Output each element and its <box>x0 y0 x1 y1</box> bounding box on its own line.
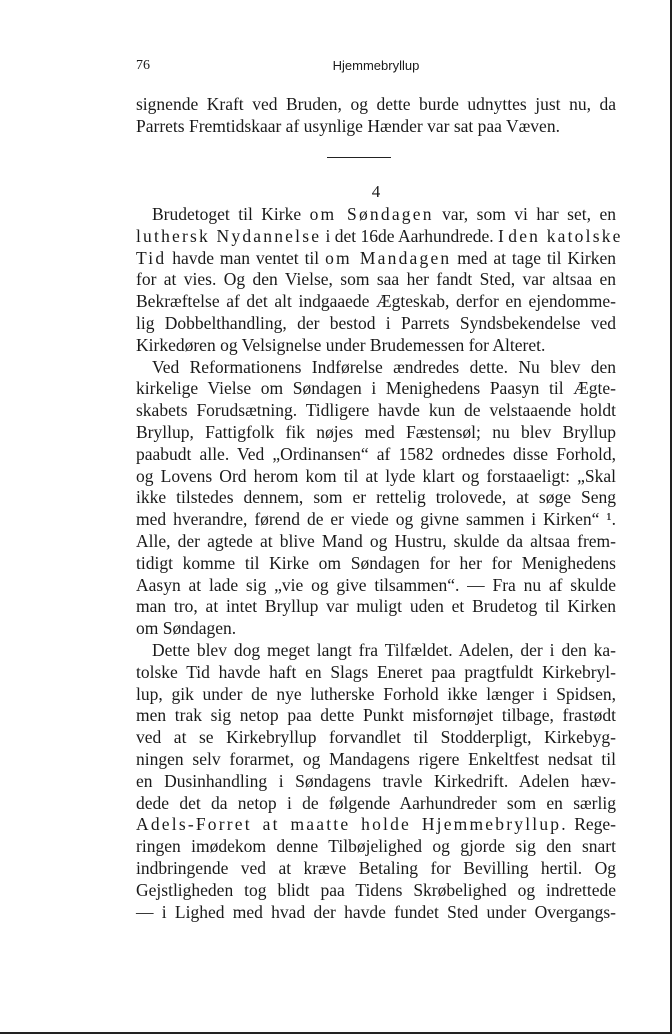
text-line: og Lovens Ord herom kom til at lyde klart og forstaaeligt: „Skal <box>136 465 616 486</box>
emphasis-spaced: den katolske <box>508 225 623 246</box>
text-line: lig Dobbelthandling, der bestod i Parrets Syndsbekendelse ved <box>136 312 616 333</box>
text-line: man tro, at intet Bryllup var muligt uden et Brudetog til Kirken <box>136 596 616 617</box>
text-line: skabets Forudsætning. Tidligere havde kun de velstaaende holdt <box>136 400 616 421</box>
emphasis-spaced: luthersk Nydannelse <box>136 225 322 246</box>
text-line: Bekræftelse af det alt indgaaede Ægteskab, derfor en ejendomme- <box>136 291 616 312</box>
text-line: Bryllup, Fattigfolk fik nøjes med Fæstensøl; nu blev Bryllup <box>136 421 616 442</box>
text-line: Ved Reformationens Indførelse ændredes dette. Nu blev den <box>152 356 616 377</box>
text-line: kirkelige Vielse om Søndagen i Menighedens Paasyn til Ægte- <box>136 378 616 399</box>
text-line: tidigt komme til Kirke om Søndagen for her for Menighedens <box>136 552 616 573</box>
emphasis-spaced: Adels-Forret <box>136 814 252 835</box>
section-body <box>136 204 623 923</box>
text-line: lup, gik under de nye lutherske Forhold ikke længer i Spidsen, <box>136 683 616 704</box>
text-line: luthersk Nydannelse i det 16de Aarhundrede. I den katolske <box>136 225 623 246</box>
text-line: paabudt alle. Ved „Ordinansen“ af 1582 ordnedes disse Forhold, <box>136 443 616 464</box>
text-line: Aasyn at lade sig „vie og give tilsammen“. — Fra nu af skulde <box>136 574 616 595</box>
emphasis-spaced: maatte holde Hjemmebryllup <box>290 814 562 835</box>
text-line: Alle, der agtede at blive Mand og Hustru, skulde da altsaa frem- <box>136 530 616 551</box>
text-line: dede det da netop i de følgende Aarhundreder som en særlig <box>136 792 616 813</box>
continuation-paragraph <box>136 94 616 138</box>
page-number: 76 <box>136 58 150 73</box>
text-line: ikke tilstedes dennem, som er rettelig trolovede, at søge Seng <box>136 487 616 508</box>
text-line: tolske Tid havde haft en Slags Eneret paa pragtfuldt Kirkebryl- <box>136 661 616 682</box>
text-line: en Dusinhandling i Søndagens travle Kirkedrift. Adelen hæv- <box>136 770 616 791</box>
emphasis-spaced: om Mandagen <box>325 247 452 268</box>
text-line: Adels-Forret at maatte holde Hjemmebryllup. Rege- <box>136 814 617 835</box>
text-line: Kirkedøren og Velsignelse under Brudemessen for Alteret. <box>136 334 546 355</box>
text-line: ringen imødekom denne Tilbøjelighed og gjorde sig den snart <box>136 836 616 857</box>
text-line: med hverandre, førend de er viede og givne sammen i Kirken“ ¹. <box>136 509 616 530</box>
text-line: Dette blev dog meget langt fra Tilfældet. Adelen, der i den ka- <box>152 639 616 660</box>
section-number: 4 <box>371 182 381 201</box>
text-line: om Søndagen. <box>136 618 237 639</box>
text-line: ved at se Kirkebryllup forvandlet til Stodderpligt, Kirkebyg- <box>136 727 616 748</box>
text-line: men trak sig netop paa dette Punkt misfornøjet tilbage, frastødt <box>136 705 616 726</box>
text-line: indbringende ved at kræve Betaling for Bevilling hertil. Og <box>136 857 616 878</box>
page-header <box>136 58 616 80</box>
emphasis-spaced: om Søndagen <box>309 204 434 224</box>
running-title: Hjemmebryllup <box>332 58 420 73</box>
text-line: for at vies. Og den Vielse, som saa her fandt Sted, var altsaa en <box>136 269 616 290</box>
text-line: Tid havde man ventet til om Mandagen med at tage til Kirken <box>136 247 616 268</box>
text-line: ningen selv forarmet, og Mandagens rigere Enkeltfest nedsat til <box>136 748 616 769</box>
text-line: Brudetoget til Kirke om Søndagen var, som vi har set, en <box>152 204 616 224</box>
text-line: signende Kraft ved Bruden, og dette burde udnyttes just nu, da <box>136 94 616 114</box>
text-line: Parrets Fremtidskaar af usynlige Hænder var sat paa Væven. <box>136 115 560 136</box>
section-divider <box>327 157 391 158</box>
emphasis-spaced: Tid <box>136 247 167 268</box>
text-line: Gejstligheden tog blidt paa Tidens Skrøbelighed og indrettede <box>136 879 616 900</box>
text-line: — i Lighed med hvad der havde fundet Sted under Overgangs- <box>136 901 616 922</box>
